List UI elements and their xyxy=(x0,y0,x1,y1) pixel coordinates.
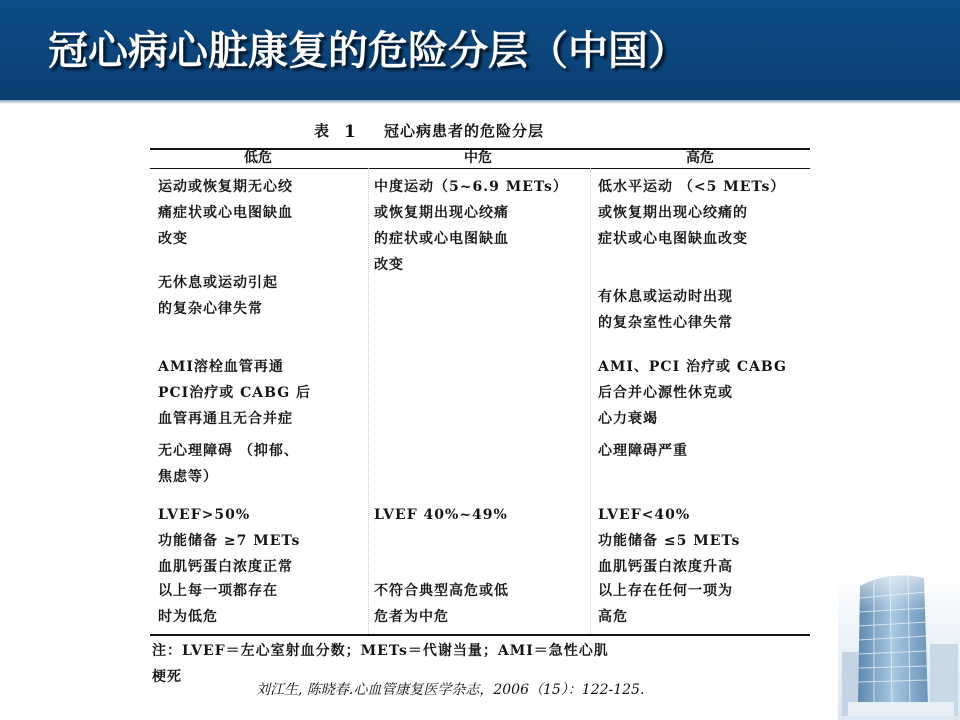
cell-mid-risk: 不符合典型高危或低 危者为中危 xyxy=(374,583,509,625)
title-bar xyxy=(0,0,960,100)
cell-mid-risk: 中度运动（5~6.9 METs） 或恢复期出现心绞痛 的症状或心电图缺血 改变 xyxy=(374,179,568,273)
cell-high-risk: 心理障碍严重 xyxy=(598,443,688,459)
cell-low-risk: 运动或恢复期无心绞 痛症状或心电图缺血 改变 xyxy=(158,179,293,247)
cell-low-risk: LVEF>50% 功能储备 ≥7 METs 血肌钙蛋白浓度正常 xyxy=(158,507,301,575)
cell-high-risk: 低水平运动 （<5 METs） 或恢复期出现心绞痛的 症状或心电图缺血改变 xyxy=(598,179,786,247)
header-low-risk: 低危 xyxy=(244,150,272,166)
cell-low-risk: 以上每一项都存在 时为低危 xyxy=(158,583,278,625)
cell-low-risk: AMI溶栓血管再通 PCI治疗或 CABG 后 血管再通且无合并症 xyxy=(158,359,312,427)
cell-high-risk: 以上存在任何一项为 高危 xyxy=(598,583,733,625)
table-bottom-rule xyxy=(150,634,810,636)
cell-high-risk: AMI、PCI 治疗或 CABG 后合并心源性休克或 心力衰竭 xyxy=(598,359,787,427)
header-high-risk: 高危 xyxy=(686,150,714,166)
hospital-building-image xyxy=(838,556,960,720)
cell-mid-risk: LVEF 40%~49% xyxy=(374,507,508,523)
column-divider xyxy=(590,168,591,634)
table-footnote: 注：LVEF＝左心室射血分数；METs＝代谢当量；AMI＝急性心肌 梗死 xyxy=(152,643,609,685)
cell-low-risk: 无心理障碍 （抑郁、 焦虑等） xyxy=(158,443,299,485)
cell-high-risk: LVEF<40% 功能储备 ≤5 METs 血肌钙蛋白浓度升高 xyxy=(598,507,741,575)
table-caption-number: 1 xyxy=(344,122,356,142)
table-scan xyxy=(148,110,812,694)
header-mid-risk: 中危 xyxy=(464,150,492,166)
cell-low-risk: 无休息或运动引起 的复杂心律失常 xyxy=(158,275,278,317)
table-caption-title: 冠心病患者的危险分层 xyxy=(384,122,545,140)
slide-title: 冠心病心脏康复的危险分层（中国） xyxy=(48,28,688,74)
table-header-rule xyxy=(150,168,810,169)
citation: 刘江生, 陈晓春.心血管康复医学杂志，2006（15）：122-125. xyxy=(256,682,645,698)
cell-high-risk: 有休息或运动时出现 的复杂室性心律失常 xyxy=(598,289,733,331)
table-caption xyxy=(148,110,812,150)
table-caption-label: 表 xyxy=(314,122,330,140)
title-bar-shadow xyxy=(0,100,960,104)
